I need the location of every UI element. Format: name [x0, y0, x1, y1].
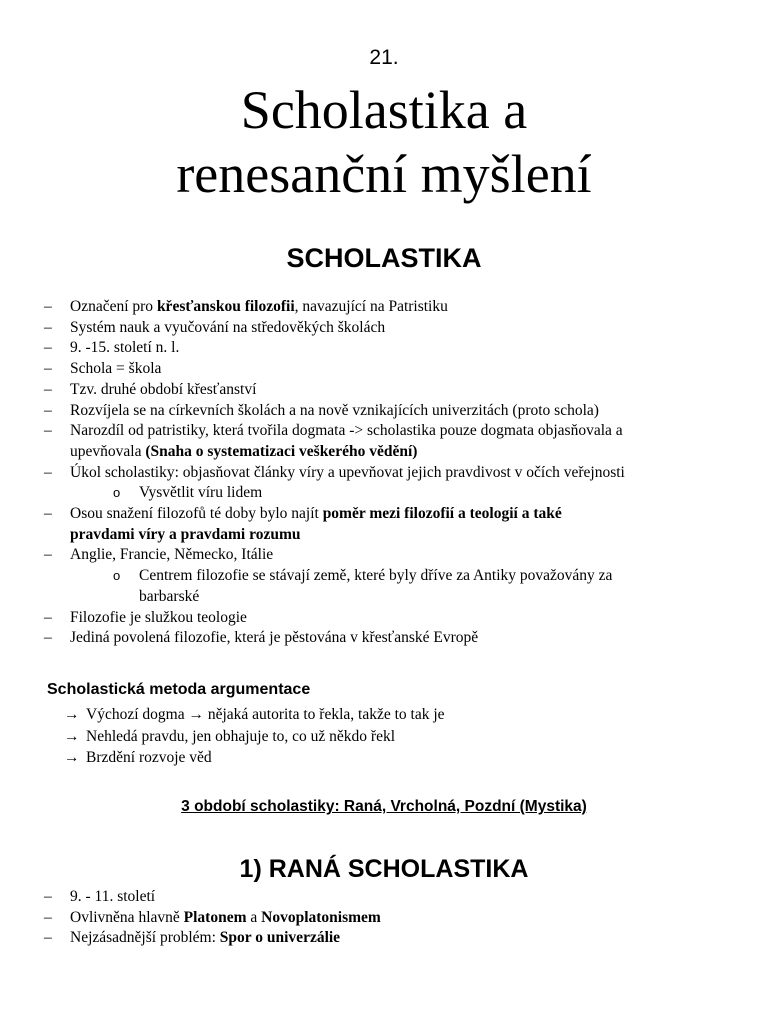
list-item-text: , navazující na Patristiku [294, 298, 448, 315]
list-item-text: Rozvíjela se na církevních školách a na nově vznikajících univerzitách (proto schola) [70, 401, 599, 419]
list-item [44, 359, 734, 380]
list-item [44, 887, 734, 908]
dash-bullet: – [44, 360, 52, 378]
section-heading-rana-scholastika: 1) RANÁ SCHOLASTIKA [239, 855, 529, 883]
sub-list-item [44, 483, 734, 504]
list-item-text: a [246, 908, 262, 926]
list-item-text: 9. - 11. století [70, 888, 156, 905]
dash-bullet: – [44, 608, 52, 626]
list-item-bold: Spor o univerzálie [219, 929, 341, 947]
list-item-text: Osou snažení filozofů té doby bylo najít [70, 505, 323, 523]
list-item [64, 704, 445, 726]
list-item-text: Filozofie je služkou teologie [70, 608, 247, 626]
list-item-text: Nehledá pravdu, jen obhajuje to, co už někdo řekl [86, 727, 396, 745]
list-item-bold: poměr mezi filozofií a teologií a také [322, 505, 562, 523]
dash-bullet: – [44, 629, 52, 647]
list-item-text: Systém nauk a vyučování na středověkých školách [70, 318, 386, 336]
list-item-bold: (Snaha o systematizaci veškerého vědění) [145, 442, 418, 460]
list-item-text: barbarské [139, 587, 200, 605]
list-item-text: Anglie, Francie, Německo, Itálie [70, 546, 274, 564]
list-item [44, 504, 734, 545]
list-item-text: Schola = škola [70, 360, 162, 378]
rana-scholastika-list [44, 887, 734, 949]
list-item [44, 318, 734, 339]
list-item-text: 9. -15. století n. l. [70, 339, 180, 357]
list-item [44, 608, 734, 629]
list-item-bold: Novoplatonismem [261, 908, 381, 926]
dash-bullet: – [44, 908, 52, 926]
dash-bullet: – [44, 339, 52, 357]
arrow-icon: → [64, 706, 80, 723]
list-item-text: Vysvětlit víru lidem [139, 484, 263, 502]
list-item [44, 928, 734, 949]
arrow-icon: → [64, 727, 80, 745]
dash-bullet: – [44, 318, 52, 336]
list-item-text: Výchozí dogma → nějaká autorita to řekla, takže to tak je [86, 706, 445, 723]
sub-list-item [44, 566, 734, 607]
list-item-text: Centrem filozofie se stávají země, které byly dříve za Antiky považovány za [139, 567, 613, 585]
list-item-bold: pravdami víry a pravdami rozumu [70, 525, 301, 543]
dash-bullet: – [44, 929, 52, 947]
method-list [64, 704, 445, 769]
list-item-text: Brzdění rozvoje věd [86, 749, 212, 766]
dash-bullet: – [44, 401, 52, 419]
dash-bullet: – [44, 422, 52, 440]
list-item [44, 463, 734, 484]
list-item [44, 338, 734, 359]
list-item-text: Úkol scholastiky: objasňovat články víry a upevňovat jejich pravdivost v očích veřejnosti [70, 463, 625, 481]
title-line-2: renesanční myšlení [176, 144, 592, 204]
list-item-bold: křesťanskou filozofii [156, 298, 295, 315]
dash-bullet: – [44, 298, 52, 315]
page-title [0, 78, 768, 206]
list-item [44, 297, 734, 318]
list-item [44, 380, 734, 401]
arrow-icon: → [64, 749, 80, 766]
list-item [64, 747, 445, 769]
dash-bullet: – [44, 505, 52, 523]
circle-bullet: o [113, 485, 121, 501]
list-item [64, 726, 445, 748]
periods-line: 3 období scholastiky: Raná, Vrcholná, Pozdní (Mystika) [181, 798, 587, 815]
list-item-text: Jediná povolená filozofie, která je pěstována v křesťanské Evropě [70, 629, 479, 647]
section-heading-scholastika: SCHOLASTIKA [286, 243, 482, 273]
list-item-text: Tzv. druhé období křesťanství [70, 380, 257, 398]
dash-bullet: – [44, 463, 52, 481]
list-item-bold: Platonem [183, 908, 247, 926]
list-item [44, 421, 734, 462]
list-item-text: Nejzásadnější problém: [70, 929, 220, 947]
method-heading: Scholastická metoda argumentace [47, 681, 311, 698]
dash-bullet: – [44, 546, 52, 564]
list-item-text: Narozdíl od patristiky, která tvořila dogmata -> scholastika pouze dogmata objasňovala a [70, 422, 623, 440]
list-item-text: Označení pro [70, 298, 157, 315]
list-item [44, 628, 734, 649]
dash-bullet: – [44, 888, 52, 905]
list-item-text: Ovlivněna hlavně [70, 908, 184, 926]
chapter-number: 21. [369, 46, 399, 69]
title-line-1: Scholastika a [240, 80, 528, 140]
scholastika-list [44, 297, 734, 649]
list-item-text: upevňovala [70, 442, 146, 460]
list-item [44, 908, 734, 929]
dash-bullet: – [44, 380, 52, 398]
circle-bullet: o [113, 568, 121, 584]
list-item [44, 545, 734, 566]
list-item [44, 401, 734, 422]
